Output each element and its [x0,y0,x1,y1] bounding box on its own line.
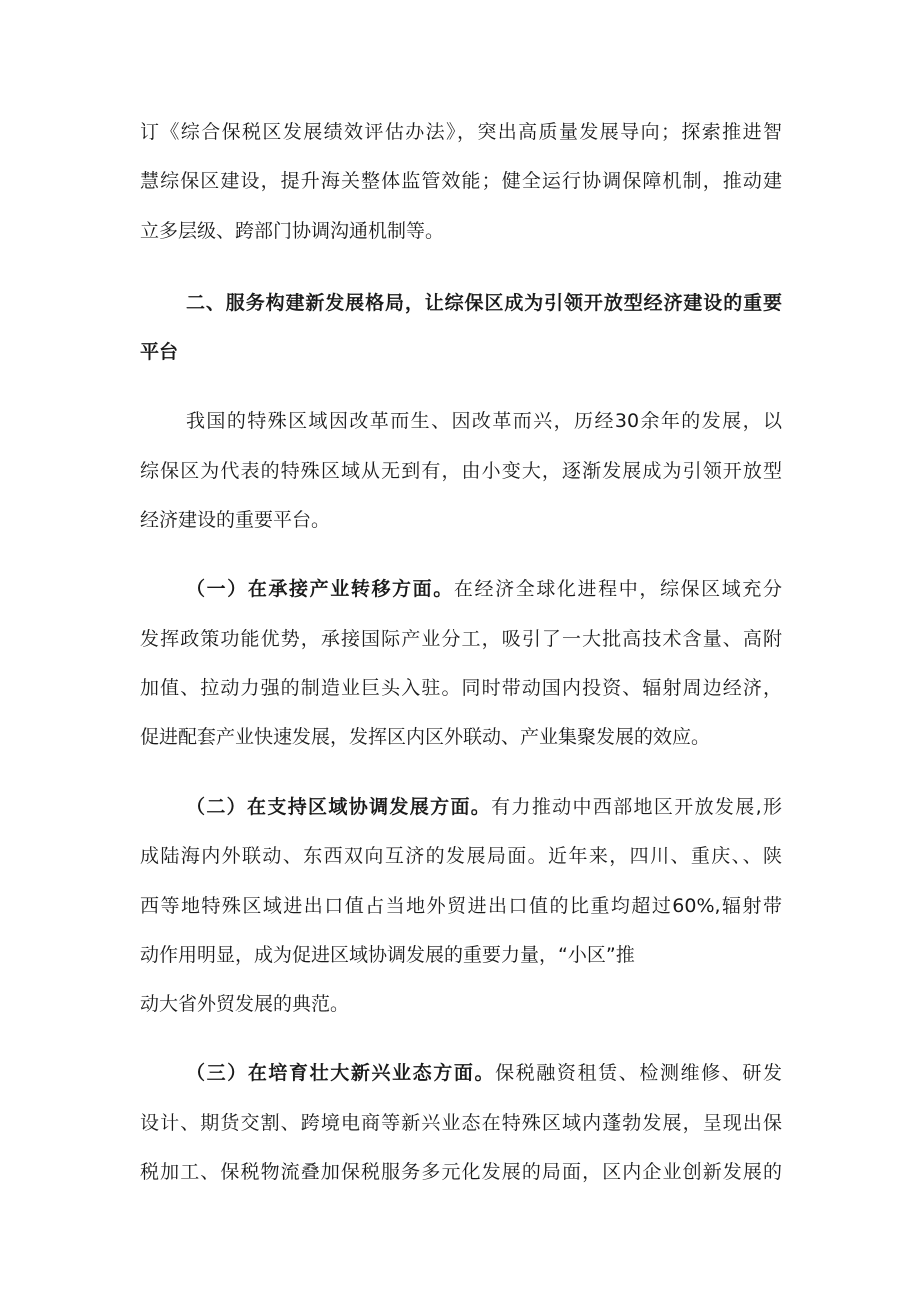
paragraph-line: 税加工、保税物流叠加保税服务多元化发展的局面，区内企业创新发展的 [140,1161,782,1183]
subsection-text: 有力推动中西部地区开放发展,形 [491,796,782,818]
heading-line: 二、服务构建新发展格局，让综保区成为引领开放型经济建设的重要 [186,292,782,314]
paragraph-line: 促进配套产业快速发展，发挥区内区外联动、产业集聚发展的效应。 [140,726,711,748]
paragraph-line: 经济建设的重要平台。 [140,509,331,531]
subsection-first-line [186,576,782,602]
paragraph-line: 我国的特殊区域因改革而生、因改革而兴，历经30余年的发展，以 [186,410,782,432]
paragraph-line: 发挥政策功能优势，承接国际产业分工，吸引了一大批高技术含量、高附 [140,628,782,650]
paragraph-line: 立多层级、跨部门协调沟通机制等。 [140,220,445,242]
subsection-text: 保税融资租赁、检测维修、研发 [495,1062,782,1084]
paragraph-line: 订《综合保税区发展绩效评估办法》，突出高质量发展导向；探索推进智 [140,121,782,143]
paragraph-line: 慧综保区建设，提升海关整体监管效能；健全运行协调保障机制，推动建 [140,170,782,192]
paragraph-line: 动作用明显，成为促进区域协调发展的重要力量，“小区”推 [140,944,635,966]
paragraph-line: 加值、拉动力强的制造业巨头入驻。同时带动国内投资、辐射周边经济， [140,677,782,699]
paragraph-line: 设计、期货交割、跨境电商等新兴业态在特殊区域内蓬勃发展，呈现出保 [140,1112,782,1134]
paragraph-line: 西等地特殊区域进出口值占当地外贸进出口值的比重均超过60%,辐射带 [140,895,782,917]
subsection-first-line [186,1060,782,1086]
subsection-text: 在经济全球化进程中，综保区域充分 [453,578,782,600]
heading-line: 平台 [140,341,179,363]
subsection-title: （一）在承接产业转移方面。 [186,578,454,600]
paragraph-line: 动大省外贸发展的典范。 [140,993,350,1015]
subsection-title: （二）在支持区域协调发展方面。 [186,796,492,818]
paragraph-line: 综保区为代表的特殊区域从无到有，由小变大，逐渐发展成为引领开放型 [140,460,782,482]
subsection-title: （三）在培育壮大新兴业态方面。 [186,1062,496,1084]
subsection-first-line [186,794,782,820]
paragraph-line: 成陆海内外联动、东西双向互济的发展局面。近年来，四川、重庆、、陕 [140,845,782,867]
